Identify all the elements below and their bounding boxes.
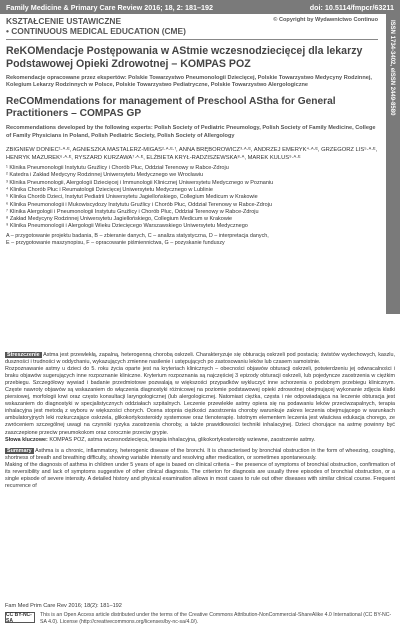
category-line-1: KSZTAŁCENIE USTAWICZNE [6,16,122,26]
abstract-english-p1: Asthma is a chronic, inflammatory, heterogenic disease of the bronchi. It is characterised by bronchial obstruction in the form of wheezing, coughing, shortness of breath and breathing difficulty, showing variable intensity and resolving after medication, or sometimes spontaneously. [5,447,396,461]
issn-sidebar [386,14,400,314]
affiliation-4: ⁴ Klinika Chorób Płuc i Reumatologii Dziecięcej Uniwersytetu Medycznego w Lublinie [6,186,213,193]
affiliation-6: ⁶ Klinika Pneumonologii i Mukowiscydozy Instytutu Gruźlicy i Chorób Płuc, Oddział Terenowy w Rabce-Zdroju [6,201,272,208]
title-english: ReCOMmendations for management of Preschool AStha for General Practitioners – COMPAS GP [6,95,336,120]
recommendations-english: Recommendations developed by the following experts: Polish Society of Pediatric Pneumology, Polish Society of Family Medicine, College of Family Physicians in Poland, Polish Pediatric Society, Polish Society of Allergology [6,125,376,139]
affiliation-8: ⁸ Zakład Medycyny Rodzinnej Uniwersytetu Jagiellońskiego, Collegium Medicum w Krakowie [6,216,233,223]
abstract-polish-intro [5,352,395,366]
article-header [6,16,378,247]
license-text: This is an Open Access article distributed under the terms of the Creative Commons Attribution-NonCommercial-ShareAlike 4.0 International (CC BY-NC-SA 4.0). License (http://creativecommons.org/licenses/by-nc-sa/4.0/). [40,612,392,625]
doi: doi: 10.5114/fmpcr/63211 [309,2,394,12]
license-row [5,612,395,625]
recommendations-polish: Rekomendacje opracowane przez ekspertów: Polskie Towarzystwo Pneumonologii Dziecięcej, Polskie Towarzystwo Medycyny Rodzinnej, Kolegium Lekarzy Rodzinnych w Polsce, Polskie Towarzystwo Pediatryczne, Polskie Towarzystwo Alergologiczne [6,75,372,89]
cc-license-icon: CC BY-NC-SA [5,612,35,623]
affiliation-3: ³ Klinika Pneumonologii, Alergologii Dziecięcej i Immunologii Klinicznej Uniwersytetu Medycznego w Poznaniu [6,179,274,186]
issn-text: ISSN 1734-3402, eISSN 2449-8580 [389,20,395,116]
author-contributions [6,233,378,247]
copyright-notice: © Copyright by Wydawnictwo Continuo [273,17,378,23]
abstract-english-p2: Making of the diagnosis of asthma in children under 5 years of age is based on clinical criteria – the presence of symptoms of bronchial obstruction, confirmation of its reversibility and lack of symptoms suggestive of other clinical diagnosis. The criterion for diagnosis are usually three episodes of bronchial obstruction, or a single episode of severe intensity. A detailed history and physical examination allows in most cases to rule out other diseases with similar clinical course. Frequent recurrence of [5,461,395,489]
title-polish: ReKOMendacje Postępowania w AStmie wczesnodziecięcej dla lekarzy Podstawowej Opieki Zdrowotnej – KOMPAS POZ [6,45,363,70]
contribution-line-1: A – przygotowanie projektu badania, B – zbieranie danych, C – analiza statystyczna, D – interpretacja danych, [6,232,269,239]
citation: Fam Med Prim Care Rev 2016; 18(2): 181–192 [5,603,122,609]
category-line-2: • CONTINUOUS MEDICAL EDUCATION (CME) [6,26,186,36]
affiliation-9: ⁹ Klinika Pneumonologii i Alergologii Wieku Dziecięcego Warszawskiego Uniwersytetu Medycznego [6,223,248,230]
affiliation-2: ² Katedra i Zakład Medycyny Rodzinnej Uniwersytetu Medycznego we Wrocławiu [6,172,204,179]
abstracts [5,352,395,490]
abstract-polish-p2: Rozpoznawanie astmy u dzieci do 5. roku życia oparte jest na kryteriach klinicznych – obecności objawów obturacji oskrzeli, potwierdzeniu jej odwracalności i braku objawów sugerujących inne rozpoznanie kliniczne. Kryterium rozpoznania są najczęściej 3 epizody obturacji oskrzeli, lub pojedyncze zaostrzenia w ciężkim przebiegu. Szczegółowy wywiad i badanie przedmiotowe pozwalają w większości przypadków wykluczyć inne schorzenia o podobnym przebiegu klinicznym. Częste nawroty objawów są wskazaniem do włączenia diagnostyki różnicowej na poziomie podstawowej opieki zdrowotnej obejmującej wykonanie zdjęcia klatki piersiowej, morfologii krwi oraz często konsultacji laryngologicznej (lub alergologicznej. Natomiast ciężka, częsta i nie odpowiadająca na leczenie obturacja jest wskazaniem do diagnostyki w specjalistycznych oddziałach szpitalnych. Leczenie przewlekłe astmy opiera się na podawaniu leków przeciwzapalnych, terapia inhalacyjna jest metodą z wyboru w większości chorych. Ocena stopnia ciężkości zaostrzenia choroby warunkuje zakres leczenia obejmującego w warunkach ambulatoryjnych leki rozkurczające oskrzela, glikokortykosteroidy systemowe oraz tlenoterapię. Istotnym elementem leczenia jest właściwa edukacja chorego, ze zwróceniem szczególnej uwagi na czynniki ryzyka zaostrzenia choroby, a także prawidłowości techniki inhalacyjnej. Dzieci chorujące na astmę powinny być zaszczepione przeciw pneumokokom oraz corocznie przeciw grypie. [5,366,395,436]
divider [6,39,378,40]
abstract-polish-p1: Astma jest przewlekłą, zapalną, heterogenną chorobą oskrzeli. Charakteryzuje się obturacją oskrzeli pod postacią: świstów wydechowych, kaszlu, duszności i trudności w oddychaniu, wykazujących zmienne nasilenie i ustępujących po zastosowaniu leków lub czasem samoistnie. [5,352,395,366]
affiliations [6,165,378,231]
summary-label: Summary [7,447,32,454]
affiliation-7: ⁷ Klinika Alergologii i Pneumonologii Instytutu Gruźlicy i Chorób Płuc, Oddział Terenowy w Rabce-Zdroju [6,208,259,215]
page-footer [5,602,395,625]
keywords-polish [5,437,395,444]
abstract-english-intro [5,448,395,462]
affiliation-1: ¹ Klinika Pneumonologii Instytutu Gruźlicy i Chorób Płuc, Oddział Terenowy w Rabce-Zdroju [6,165,229,172]
keywords-text: KOMPAS POZ, astma wczesnodziecięca, terapia inhalacyjna, glikokortykosteroidy wziewne, zaostrzenie astmy. [49,436,316,443]
streszczenie-label: Streszczenie [7,352,40,358]
journal-header-bar [0,0,400,14]
keywords-label: Słowa kluczowe: [5,436,48,443]
affiliation-5: ⁵ Klinika Chorób Dzieci, Instytut Pediatrii Uniwersytetu Jagiellońskiego, Collegium Medicum w Krakowie [6,194,258,201]
journal-name: Family Medicine & Primary Care Review 2016; 18, 2: 181–192 [6,2,213,12]
author-list: ZBIGNIEW DONIEC¹·ᴬ·ᴱ, AGNIESZKA MASTALERZ-MIGAS²·ᴬ·ᴱ·ᶠ, ANNA BRĘBOROWICZ³·ᴬ·ᴱ, ANDRZEJ EMERYK⁴·ᴬ·ᴱ, GRZEGORZ LIS⁵·ᴬ·ᴱ, HENRYK MAZUREK⁶·ᴬ·ᴱ, RYSZARD KURZAWA⁷·ᴬ·ᴱ, ELŻBIETA KRYŁ-RADZISZEWSKA⁸·ᴬ, MAREK KULUS⁹·ᴬ·ᴱ [6,147,378,161]
contribution-line-2: E – przygotowanie maszynopisu, F – opracowanie piśmiennictwa, G – pozyskanie funduszy [6,239,225,246]
